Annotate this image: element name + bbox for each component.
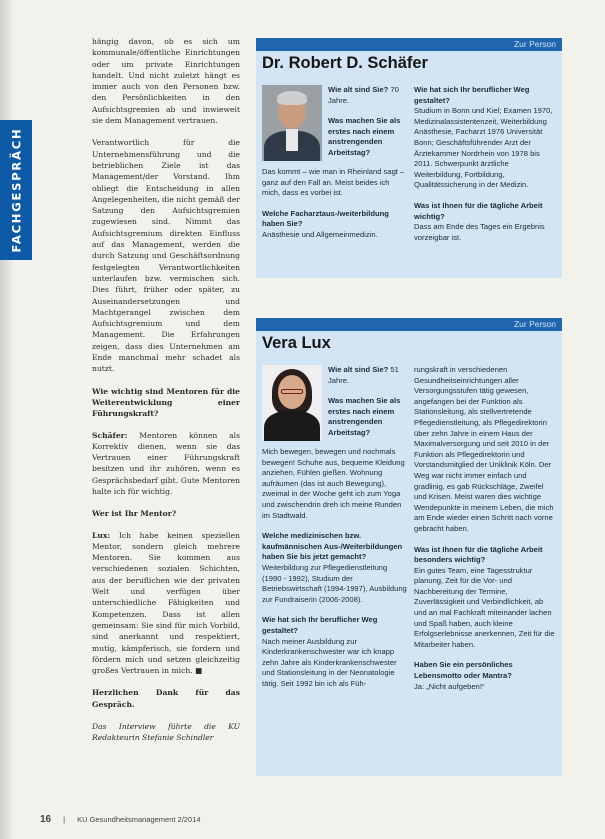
profile-box-lux bbox=[256, 318, 562, 776]
interview-answer bbox=[92, 430, 240, 498]
profile-question: Was machen Sie als erstes nach einem anstrengenden Arbeitstag? bbox=[328, 396, 401, 437]
profile-question: Wie hat sich Ihr beruflicher Weg gestaltet? bbox=[262, 615, 378, 635]
answer-text: Mentoren können als Korrektiv dienen, wenn sie das Vertrauen einer Führungskraft besitzen und ihr zuhören, wenn es Gesprächsbedarf gibt. Gute Mentoren halte ich für wichtig. bbox=[92, 430, 240, 496]
profile-question: Was ist Ihnen für die tägliche Arbeit besonders wichtig? bbox=[414, 544, 543, 565]
page-number: 16 bbox=[40, 813, 52, 825]
section-tab bbox=[0, 120, 32, 260]
profile-answer: Nach meiner Ausbildung zur Kinderkrankenschwester war ich knapp zehn Jahre als Kinderkrankenschwester und Stationsleitung in der Neonatologie tätig. Seit 1992 bin ich als Füh- bbox=[262, 636, 397, 688]
profile-box-header: Zur Person bbox=[256, 38, 562, 51]
portrait-photo bbox=[262, 365, 322, 441]
profile-question: Was machen Sie als erstes nach einem anstrengenden Arbeitstag? bbox=[328, 116, 401, 157]
profile-box-schaefer bbox=[256, 38, 562, 278]
body-paragraph: Verantwortlich für die Unternehmensführung und die betrieblichen Ziele ist das Management/der Vorstand. Ihm obliegt die Entscheidung in allen Angelegenheiten, die nicht gemäß der Satzung den Aufsichtsgremien zugewiesen sind. Nimmt das Aufsichtsgremium direkten Einfluss auf das Management, werden die durch Satzung und Geschäftsordnung festgelegten Verantwortlichkeiten unterlaufen bzw. vermischen sich. Dies führt, früher oder später, zu Auseinandersetzungen und Machtgerangel zwischen dem Aufsichtsgremium und dem Management. Die Erfahrungen zeigen, dass dies Unternehmen am Ende manchmal mehr schadet als nutzt. bbox=[92, 138, 240, 374]
interview-credit: Das Interview führte die KU Redakteurin Stefanie Schindler bbox=[92, 722, 240, 743]
profile-question: Wie alt sind Sie? bbox=[328, 365, 389, 374]
answer-text: Ich habe keinen speziellen Mentor, sondern gleich mehrere Mentoren. Sie kommen aus verschiedenen sozialen Schichten, aus der beruflichen wie der privaten Welt und verfügen über unterschiedliche Fähigkeiten und Kompetenzen. Dass ist allen gemeinsam: Sie sind für mich Vorbild, sind anerkannt und respektiert, mutig, kämpferisch, sie fordern und fördern mich und setzen gleichzeitig großes Vertrauen in mich. ■ bbox=[92, 530, 240, 676]
profile-name: Vera Lux bbox=[262, 334, 331, 352]
profile-box-header: Zur Person bbox=[256, 318, 562, 331]
speaker-name: Schäfer: bbox=[92, 430, 128, 440]
profile-right-col bbox=[414, 365, 556, 702]
profile-name: Dr. Robert D. Schäfer bbox=[262, 54, 428, 72]
profile-question: Wie alt sind Sie? bbox=[328, 85, 389, 94]
page-footer bbox=[40, 812, 562, 826]
section-tab-label: FACHGESPRÄCH bbox=[9, 127, 23, 253]
interview-question: Wie wichtig sind Mentoren für die Weiterentwicklung einer Führungskraft? bbox=[92, 386, 240, 419]
profile-answer: Ein gutes Team, eine Tagesstruktur planung, Zeit für die Vor- und Nachbereitung der Termine, Zuverlässigkeit und Verbindlichkeit, ab und an mal Fachkraft miteinander lachen und Spaß haben, auch kleine Erfolgserlebnisse anerkennen, Zeit für die Mitarbeiter haben. bbox=[414, 565, 555, 649]
profile-question: Welche Facharztaus-/weiterbildung haben Sie? bbox=[262, 208, 389, 229]
profile-answer: Dass am Ende des Tages ein Ergebnis vorzeigbar ist. bbox=[414, 222, 545, 242]
profile-question: Haben Sie ein persönliches Lebensmotto oder Mantra? bbox=[414, 660, 513, 681]
profile-right-col bbox=[414, 85, 556, 253]
profile-question: Was ist Ihnen für die tägliche Arbeit wichtig? bbox=[414, 200, 543, 221]
profile-left-col bbox=[262, 85, 408, 251]
profile-answer: rungskraft in verschiedenen Gesundheitseinrichtungen aller Versorgungsstufen tätig gewesen, angefangen bei der Funktion als Stationsleitung, als stellvertretende Pflegedienstleitung, als Pflegedirektorin über zehn Jahre in einem Haus der Maximalversorgung und seit 2010 in der Funktion als Pflegedirektorin und Vorstandsmitglied der Uniklinik Köln. Der Weg war nicht immer einfach und gradlinig, es gab Rückschläge, Zweifel und Krisen. Meist waren dies wichtige Wendepunkte in meinem Leben, die mich am Ende wieder einen Schritt nach vorne gebracht haben. bbox=[414, 365, 554, 533]
profile-answer: Das kommt – wie man in Rheinland sagt – ganz auf den Fall an. Meist beides ich mich, dass es vorbei ist. bbox=[262, 167, 405, 198]
interview-column bbox=[92, 36, 240, 755]
profile-answer: Ja: „Nicht aufgeben!“ bbox=[414, 681, 485, 691]
profile-question: Wie hat sich Ihr beruflicher Weg gestaltet? bbox=[414, 85, 530, 105]
profile-question: Welche medizinischen bzw. kaufmännischen Aus-/Weiterbildungen haben Sie bis jetzt gemacht? bbox=[262, 531, 403, 562]
body-paragraph: hängig davon, ob es sich um kommunale/öffentliche Einrichtungen oder um private Einrichtungen handelt. Und nicht zuletzt hängt es immer auch von den Personen bzw. den Persönlichkeiten in den Aufsichtsgremien ab und inwieweit sie dem Management vertrauen. bbox=[92, 37, 240, 126]
profile-answer: Weiterbildung zur Pflegedienstleitung (1990 - 1992), Studium der Betriebswirtschaft (1994-1997), Ausbildung zur Fundraiserin (2006-2008). bbox=[262, 562, 407, 604]
publication-name: KU Gesundheitsmanagement 2/2014 bbox=[77, 814, 201, 824]
profile-left-col bbox=[262, 365, 408, 699]
profile-answer: 70 Jahre. bbox=[328, 85, 399, 105]
interview-question: Wer ist Ihr Mentor? bbox=[92, 509, 177, 519]
portrait-photo bbox=[262, 85, 322, 161]
profile-answer: 51 Jahre. bbox=[328, 365, 399, 385]
closing-thanks: Herzlichen Dank für das Gespräch. bbox=[92, 688, 240, 709]
speaker-name: Lux: bbox=[92, 530, 111, 540]
footer-divider: | bbox=[63, 814, 66, 824]
profile-answer: Mich bewegen, bewegen und nochmals bewegen! Schuhe aus, bequeme Kleidung anziehen, Fühlen gießen. Wohnung aufräumen (das ist auch Bewegung), zweimal in der Woche geht ich zum Yoga und zwischendrin dreh ich meine Runden im Stadtwald. bbox=[262, 447, 405, 520]
profile-answer: Anästhesie und Allgemeinmedizin. bbox=[262, 229, 378, 239]
profile-answer: Studium in Bonn und Kiel; Examen 1970, Medizinalassistentenzeit, Weiterbildung Anästhesie, Facharzt 1976 Universität Bonn; Geschäftsführender Arzt der Ärztekammer Nordrhein von 1978 bis 2011. Schwerpunkt ärztliche Weiterbildung, Fortbildung, Qualitätssicherung in der Medizin. bbox=[414, 106, 553, 190]
interview-answer bbox=[92, 530, 240, 677]
